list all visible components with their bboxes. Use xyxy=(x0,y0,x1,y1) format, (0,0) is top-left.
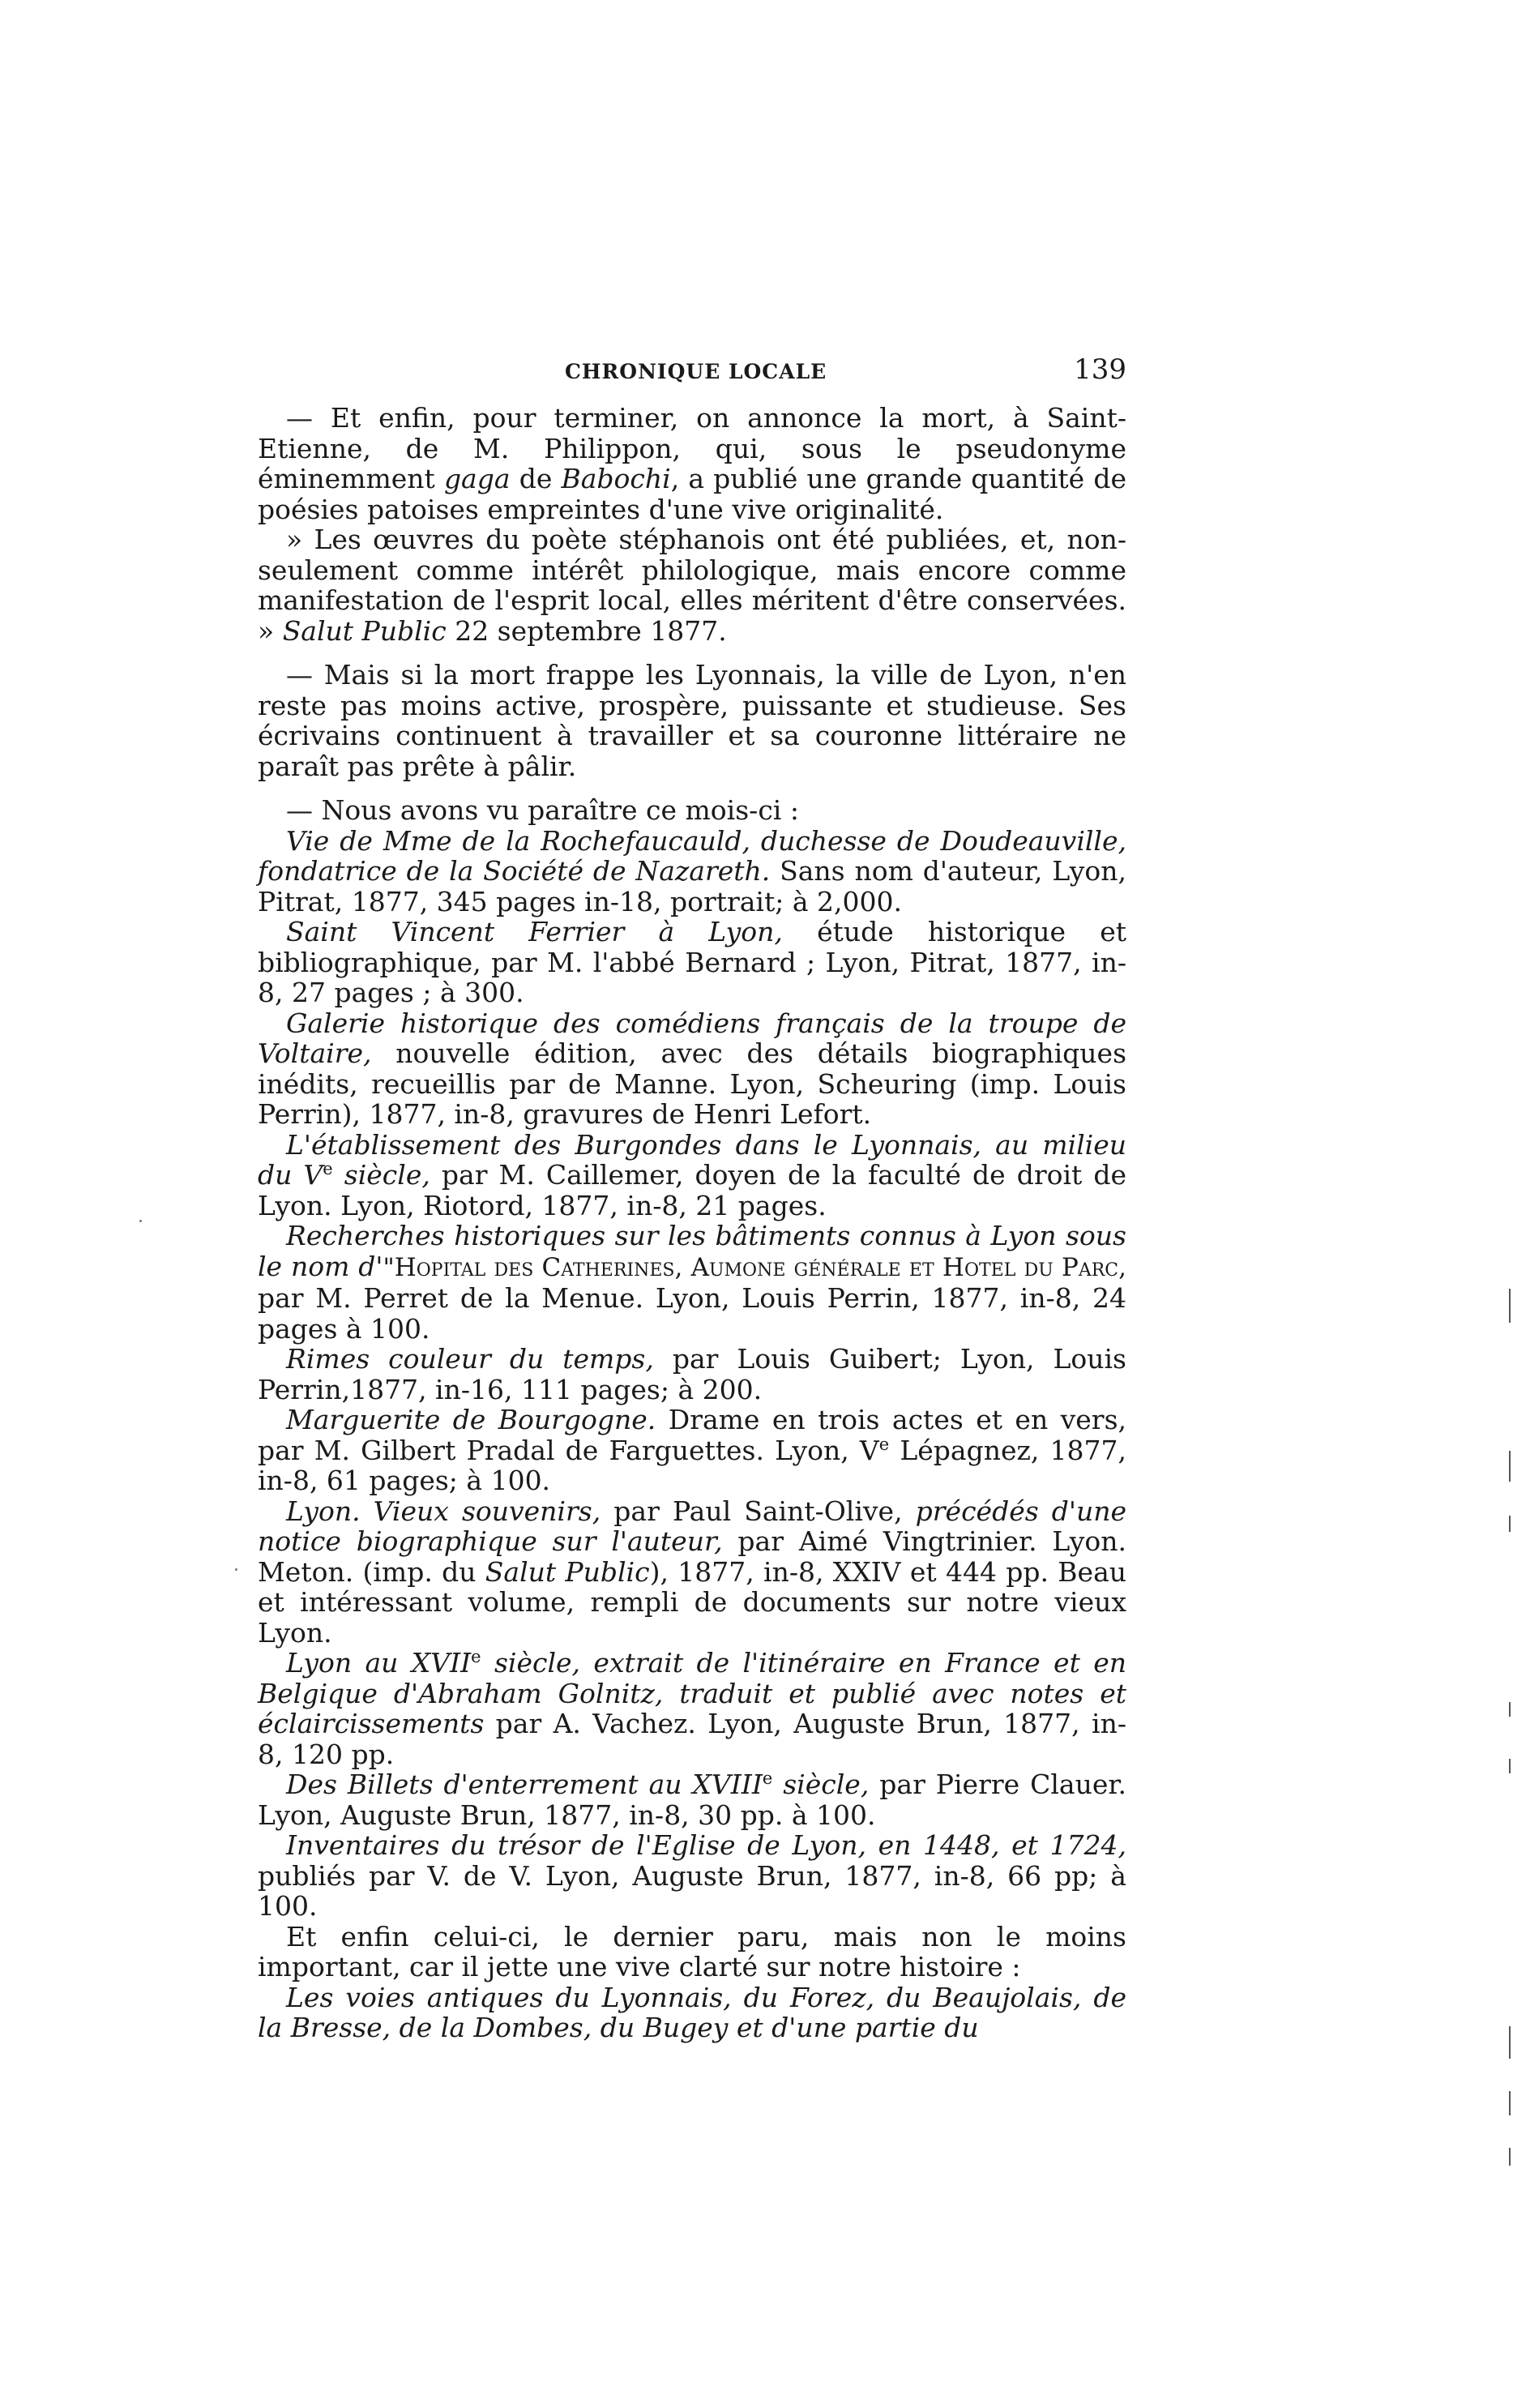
book-details: publiés par V. de V. Lyon, Auguste Brun, 1877, in-8, 66 pp; à 100. xyxy=(258,1859,1126,1922)
superscript: e xyxy=(471,1647,481,1666)
book-entry xyxy=(258,917,1126,1008)
book-title: Recherches historiques sur les bâtiments connus à Lyon sous le nom d' xyxy=(258,1220,1126,1282)
running-title: CHRONIQUE LOCALE xyxy=(565,360,827,383)
book-details: par M. Perret de la Menue. Lyon, Louis Perrin, 1877, in-8, 24 pages à 100. xyxy=(258,1282,1126,1345)
book-details: par M. Caillemer, doyen de la faculté de droit de Lyon. Lyon, Riotord, 1877, in-8, 21 pages. xyxy=(258,1159,1126,1221)
scan-speck xyxy=(139,1220,142,1222)
book-title: siècle, xyxy=(772,1769,870,1800)
book-title: Lyon au XVII xyxy=(286,1647,472,1679)
scan-artifact xyxy=(1509,2026,1511,2059)
book-title: Des Billets d'enterrement au XVIII xyxy=(286,1769,763,1800)
book-details: ), 1877, in-8, XXIV et 444 pp. Beau et intéressant volume, rempli de documents sur notre vieux Lyon. xyxy=(258,1555,1127,1649)
book-title: Rimes couleur du temps, xyxy=(286,1343,654,1375)
scan-artifact xyxy=(1509,1289,1511,1323)
superscript: e xyxy=(878,1434,890,1454)
text-column xyxy=(258,403,1126,2043)
book-details: Drame en trois actes et en vers, par M. Gilbert Pradal de Farguettes. Lyon, V xyxy=(258,1404,1126,1466)
book-title: Galerie historique des comédiens français de la troupe de Voltaire, xyxy=(258,1007,1126,1069)
paragraph-text: » Les œuvres du poète stéphanois ont été publiées, et, non-seulement comme intérêt philologique, mais encore comme manifestation de l'esprit local, elles méritent d'être conservées. » xyxy=(258,524,1126,647)
scan-artifact xyxy=(1509,1759,1511,1773)
book-title: siècle, extrait de l'itinéraire en France et en Belgique d'Abraham Golnitz, traduit et publié avec notes et éclaircissements xyxy=(258,1647,1126,1739)
book-title: Vie de Mme de la Rochefaucauld, duchesse de Doudeauville, fondatrice de la Société de Nazareth. xyxy=(258,824,1126,887)
paragraph-last-entry-intro xyxy=(258,1922,1126,1982)
italic-text: Salut Public xyxy=(485,1555,650,1588)
book-title: Inventaires du trésor de l'Eglise de Lyon, en 1448, et 1724, xyxy=(286,1829,1126,1861)
page-header xyxy=(258,353,1126,394)
book-entry xyxy=(258,1830,1126,1922)
superscript: e xyxy=(323,1159,333,1178)
book-details: par Paul Saint-Olive, xyxy=(600,1495,916,1527)
book-title: Saint Vincent Ferrier à Lyon, xyxy=(286,916,783,947)
book-details: par Aimé Vingtrinier. Lyon. Meton. (imp. du xyxy=(258,1525,1127,1588)
paragraph-text: — Nous avons vu paraître ce mois-ci : xyxy=(286,794,799,826)
book-entry xyxy=(258,1344,1126,1405)
book-details: nouvelle édition, avec des détails biographiques inédits, recueillis par de Manne. Lyon, Scheuring (imp. Louis Perrin), 1877, in-8, gravures de Henri Lefort. xyxy=(258,1037,1126,1130)
paragraph-text: 22 septembre 1877. xyxy=(446,614,727,647)
book-entry xyxy=(258,1982,1126,2043)
book-entry xyxy=(258,1221,1126,1344)
italic-text: précédés d'une notice biographique sur l'auteur, xyxy=(258,1495,1126,1557)
paragraph-text: , a publié une grande quantité de poésies patoises empreintes d'une vive originalité. xyxy=(258,463,1126,525)
small-caps-title: "Hopital des Catherines, Aumone générale et Hotel du Parc, xyxy=(383,1252,1126,1282)
book-entry xyxy=(258,1769,1126,1830)
book-entry xyxy=(258,1008,1126,1130)
paragraph-text: — Et enfin, pour terminer, on annonce la mort, à Saint-Etienne, de M. Philippon, qui, sous le pseudonyme éminemment xyxy=(258,402,1126,494)
book-entry xyxy=(258,1496,1126,1649)
paragraph-text: Et enfin celui-ci, le dernier paru, mais non le moins important, car il jette une vive clarté sur notre histoire : xyxy=(258,1920,1126,1982)
book-title: Les voies antiques du Lyonnais, du Forez, du Beaujolais, de la Bresse, de la Dombes, du Bugey et d'une partie du xyxy=(258,1981,1126,2043)
scan-artifact xyxy=(1509,1451,1511,1482)
paragraph-text: — Mais si la mort frappe les Lyonnais, la ville de Lyon, n'en reste pas moins active, prospère, puissante et studieuse. Ses écrivains continuent à travailler et sa couronne littéraire ne paraît pas prête à pâlir. xyxy=(258,659,1126,782)
book-title: L'établissement des Burgondes dans le Lyonnais, au milieu du V xyxy=(258,1128,1126,1191)
page-number: 139 xyxy=(1074,353,1126,386)
paragraph-quote xyxy=(258,524,1126,646)
italic-text: Babochi xyxy=(561,463,671,494)
book-entry xyxy=(258,1405,1126,1496)
book-title: Lyon. Vieux souvenirs, xyxy=(286,1495,601,1527)
book-details: Sans nom d'auteur, Lyon, Pitrat, 1877, 345 pages in-18, portrait; à 2,000. xyxy=(258,855,1126,917)
book-entry xyxy=(258,1130,1126,1221)
book-title: Marguerite de Bourgogne. xyxy=(286,1404,656,1435)
book-details: par Louis Guibert; Lyon, Louis Perrin,1877, in-16, 111 pages; à 200. xyxy=(258,1343,1126,1405)
book-details: par Pierre Clauer. Lyon, Auguste Brun, 1877, in-8, 30 pp. à 100. xyxy=(258,1769,1126,1831)
book-title: siècle, xyxy=(332,1159,430,1191)
italic-text: Salut Public xyxy=(282,614,447,647)
scan-artifact xyxy=(1509,2148,1511,2166)
book-details: Lépagnez, 1877, in-8, 61 pages; à 100. xyxy=(258,1434,1126,1496)
superscript: e xyxy=(762,1769,773,1788)
book-entry xyxy=(258,1648,1126,1769)
paragraph-intro-list xyxy=(258,795,1126,826)
scan-speck xyxy=(235,1568,237,1571)
italic-text: gaga xyxy=(443,463,511,494)
book-entry xyxy=(258,826,1126,917)
scan-artifact xyxy=(1509,1516,1511,1532)
scan-artifact xyxy=(1509,1702,1511,1717)
paragraph-lyonnais xyxy=(258,660,1126,781)
book-details: par A. Vachez. Lyon, Auguste Brun, 1877, in-8, 120 pp. xyxy=(258,1708,1126,1770)
paragraph-text: de xyxy=(510,463,562,494)
book-details: étude historique et bibliographique, par M. l'abbé Bernard ; Lyon, Pitrat, 1877, in-8, 27 pages ; à 300. xyxy=(258,916,1127,1008)
scan-artifact xyxy=(1509,2091,1511,2115)
paragraph-philippon xyxy=(258,403,1126,524)
